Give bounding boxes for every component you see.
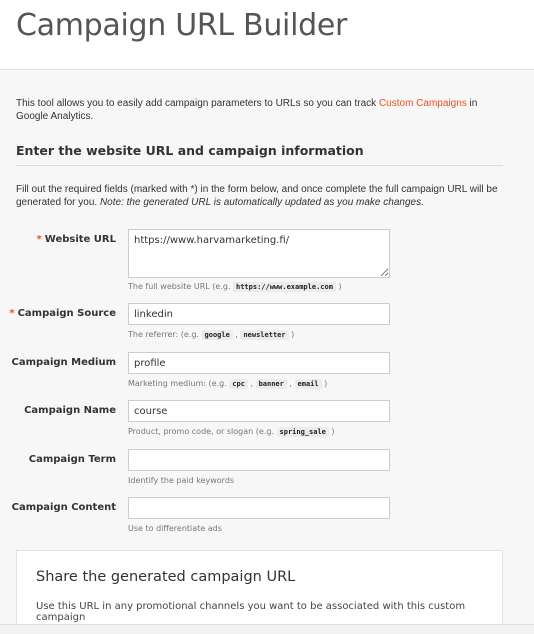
page-title: Campaign URL Builder bbox=[16, 8, 348, 43]
intro-text bbox=[16, 97, 503, 123]
campaign-content-help: Use to differentiate ads bbox=[128, 524, 222, 533]
campaign-name-help bbox=[128, 427, 335, 436]
required-marker: * bbox=[36, 234, 42, 245]
example-code-newsletter: newsletter bbox=[240, 330, 288, 340]
campaign-source-help-after: ) bbox=[288, 330, 295, 339]
share-title: Share the generated campaign URL bbox=[36, 569, 296, 585]
intro-text-before: This tool allows you to easily add campaign parameters to URLs so you can track bbox=[16, 98, 379, 109]
help-separator: , bbox=[232, 330, 241, 339]
campaign-medium-label: Campaign Medium bbox=[11, 357, 116, 368]
instructions-note: Note: the generated URL is automatically updated as you make changes. bbox=[99, 197, 424, 208]
share-description: Use this URL in any promotional channels you want to be associated with this custom campaign bbox=[36, 601, 466, 623]
required-marker: * bbox=[9, 308, 15, 319]
website-url-label-text: Website URL bbox=[44, 234, 116, 245]
intro-block bbox=[16, 97, 503, 123]
campaign-name-help-before: Product, promo code, or slogan (e.g. bbox=[128, 427, 277, 436]
intro-text-after: in Google Analytics. bbox=[16, 98, 478, 122]
website-url-help-before: The full website URL (e.g. bbox=[128, 282, 233, 291]
campaign-medium-help-before: Marketing medium: (e.g. bbox=[128, 379, 230, 388]
campaign-medium-input[interactable] bbox=[128, 352, 390, 374]
website-url-help bbox=[128, 282, 342, 291]
campaign-source-input[interactable] bbox=[128, 303, 390, 325]
example-code-banner: banner bbox=[256, 379, 287, 389]
campaign-name-label: Campaign Name bbox=[24, 405, 116, 416]
campaign-term-label: Campaign Term bbox=[28, 454, 116, 465]
custom-campaigns-link[interactable]: Custom Campaigns bbox=[378, 98, 467, 109]
website-url-example-code: https://www.example.com bbox=[233, 282, 336, 292]
website-url-input[interactable] bbox=[128, 229, 390, 278]
campaign-source-label-text: Campaign Source bbox=[17, 308, 116, 319]
campaign-source-help bbox=[128, 330, 294, 339]
help-separator: , bbox=[247, 379, 256, 388]
share-url-card bbox=[16, 550, 503, 634]
campaign-term-input[interactable] bbox=[128, 449, 390, 471]
campaign-name-input[interactable] bbox=[128, 400, 390, 422]
campaign-term-help: Identify the paid keywords bbox=[128, 476, 235, 485]
campaign-medium-help-after: ) bbox=[321, 379, 328, 388]
bottom-strip bbox=[0, 624, 534, 634]
website-url-label bbox=[37, 234, 116, 245]
campaign-content-label: Campaign Content bbox=[11, 502, 116, 513]
page-header bbox=[0, 0, 534, 70]
campaign-content-input[interactable] bbox=[128, 497, 390, 519]
instructions-plain: Fill out the required fields (marked with *) in the form below, and once complete the full campaign URL will be generated for you. bbox=[16, 184, 498, 208]
example-code-spring-sale: spring_sale bbox=[277, 427, 329, 437]
help-separator: , bbox=[286, 379, 295, 388]
example-code-email: email bbox=[295, 379, 322, 389]
website-url-help-after: ) bbox=[335, 282, 342, 291]
campaign-source-label bbox=[9, 308, 116, 319]
example-code-google: google bbox=[202, 330, 233, 340]
form-instructions bbox=[16, 183, 503, 209]
section-heading: Enter the website URL and campaign information bbox=[16, 143, 503, 166]
campaign-source-help-before: The referrer: (e.g. bbox=[128, 330, 202, 339]
example-code-cpc: cpc bbox=[229, 379, 248, 389]
campaign-name-help-after: ) bbox=[328, 427, 335, 436]
campaign-medium-help bbox=[128, 379, 327, 388]
